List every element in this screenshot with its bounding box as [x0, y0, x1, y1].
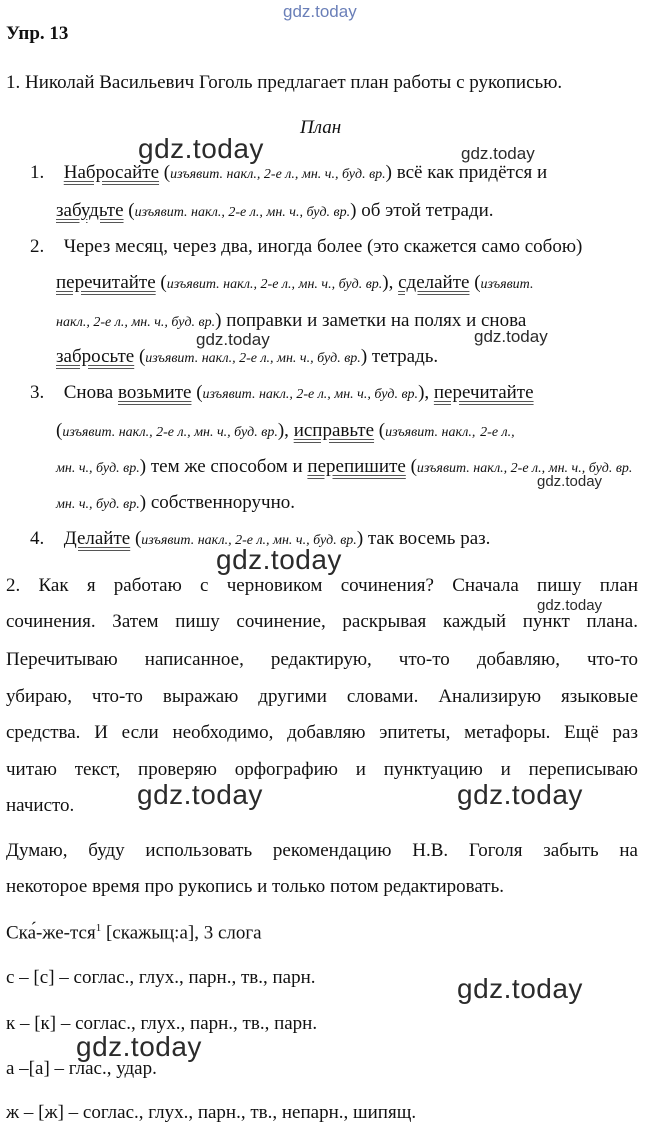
verb: возьмите [118, 382, 192, 403]
gram-note: изъявит. накл., 2-е л., мн. ч., буд. вр. [62, 425, 278, 440]
watermark: gdz.today [461, 144, 535, 163]
plan-item-1-line-1: 1. Набросайте (изъявит. накл., 2-е л., мн. ч., буд. вр.) всё как придётся и [30, 162, 548, 183]
text: об этой тетради. [361, 200, 494, 221]
conclusion-line-2: некоторое время про рукопись и только потом редактировать. [6, 876, 504, 897]
watermark: gdz.today [457, 779, 583, 810]
plan-item-3-line-4: мн. ч., буд. вр.) собственноручно. [56, 492, 296, 513]
part2-line-2: сочинения. Затем пишу сочинение, раскрывая каждый пункт плана. [6, 611, 638, 632]
item-number: 3. [30, 382, 45, 403]
transcription: [скажыц:а], 3 слога [105, 922, 262, 944]
phonetic-row: с – [с] – соглас., глух., парн., тв., парн. [6, 967, 316, 988]
gram-note: изъявит. накл., 2-е л., мн. ч., буд. вр. [170, 167, 386, 182]
verb: перепишите [307, 456, 406, 477]
watermark: gdz.today [138, 133, 264, 164]
gram-note: изъявит. накл., 2-е л., мн. ч., буд. вр. [166, 277, 383, 292]
text: тетрадь. [371, 346, 439, 367]
watermark: gdz.today [216, 544, 342, 575]
watermark-top: gdz.today [283, 2, 357, 21]
plan-item-2-line-2: перечитайте (изъявит. накл., 2-е л., мн. ч., буд. вр.), сделайте (изъявит. [56, 272, 534, 293]
phonetic-row: ж – [ж] – соглас., глух., парн., тв., непарн., шипящ. [6, 1102, 417, 1123]
gram-note: изъявит. [480, 277, 534, 292]
plan-item-3-line-2: (изъявит. накл., 2-е л., мн. ч., буд. вр.), исправьте (изъявит. накл., 2-е л., [56, 420, 515, 441]
verb: забросьте [56, 346, 135, 367]
watermark: gdz.today [474, 327, 548, 346]
plan-item-1-line-2: забудьте (изъявит. накл., 2-е л., мн. ч., буд. вр.) об этой тетради. [56, 200, 494, 221]
watermark: gdz.today [137, 779, 263, 810]
part2-line-1: 2. Как я работаю с черновиком сочинения? Сначала пишу план [6, 575, 638, 596]
watermark: gdz.today [537, 597, 603, 614]
exercise-title: Упр. 13 [6, 23, 69, 44]
plan-item-2-line-4: забросьте (изъявит. накл., 2-е л., мн. ч., буд. вр.) тетрадь. [56, 346, 439, 367]
verb: забудьте [56, 200, 124, 221]
plan-item-3-line-1: 3. Снова возьмите (изъявит. накл., 2-е л., мн. ч., буд. вр.), перечитайте [30, 382, 534, 403]
plan-item-2-line-1 [30, 236, 582, 258]
plan-title: План [300, 117, 342, 138]
gram-note: мн. ч., буд. вр. [56, 497, 140, 512]
text: так восемь раз. [367, 528, 491, 549]
item-number: 4. [30, 528, 45, 549]
plan-item-3-line-3: мн. ч., буд. вр.) тем же способом и перепишите (изъявит. накл., 2-е л., мн. ч., буд. вр. [56, 456, 633, 477]
verb: перечитайте [433, 382, 534, 403]
gram-note: накл., 2-е л., мн. ч., буд. вр. [56, 315, 216, 330]
text: собственноручно. [150, 492, 296, 513]
part2-line-7: начисто. [6, 795, 75, 816]
verb: перечитайте [56, 272, 156, 293]
phonetic-word [6, 922, 262, 944]
watermark: gdz.today [457, 973, 583, 1004]
footnote-mark: 1 [95, 922, 102, 934]
gram-note: изъявит. накл., 2-е л., мн. ч., буд. вр. [145, 351, 361, 366]
intro-text: 1. Николай Васильевич Гоголь предлагает план работы с рукописью. [6, 72, 563, 93]
gram-note: изъявит. накл., 2-е л., мн. ч., буд. вр. [416, 461, 633, 476]
part2-line-4: убираю, что-то выражаю другими словами. Анализирую языковые [6, 686, 638, 707]
verb: Делайте [63, 528, 131, 549]
phonetic-row: а –[а] – глас., удар. [6, 1058, 157, 1079]
watermark: gdz.today [537, 473, 603, 490]
text: Через месяц, через два, иногда более (это скажется само собою) [63, 236, 583, 257]
text: Снова [63, 382, 114, 403]
item-number: 2. [30, 236, 45, 257]
part2-line-5: средства. И если необходимо, добавляю эпитеты, метафоры. Ещё раз [6, 722, 638, 743]
plan-item-2-line-3: накл., 2-е л., мн. ч., буд. вр.) поправки и заметки на полях и снова [56, 310, 527, 331]
gram-note: изъявит. накл., 2-е л., мн. ч., буд. вр. [141, 533, 357, 548]
text: всё как придётся и [396, 162, 548, 183]
watermark: gdz.today [76, 1031, 202, 1062]
text: поправки и заметки на полях и снова [226, 310, 527, 331]
part2-line-6: читаю текст, проверяю орфографию и пунктуацию и переписываю [6, 759, 638, 780]
gram-note: 2-е л., [480, 425, 515, 440]
text: тем же способом и [150, 456, 303, 477]
part2-line-3: Перечитываю написанное, редактирую, что-то добавляю, что-то [6, 649, 638, 670]
separator: , [388, 272, 394, 293]
conclusion-line-1: Думаю, буду использовать рекомендацию Н.В. Гоголя забыть на [6, 840, 638, 861]
plan-item-4: 4. Делайте (изъявит. накл., 2-е л., мн. ч., буд. вр.) так восемь раз. [30, 528, 491, 549]
gram-note: изъявит. накл., [385, 425, 476, 440]
verb: сделайте [398, 272, 470, 293]
gram-note: мн. ч., буд. вр. [56, 461, 140, 476]
gram-note: изъявит. накл., 2-е л., мн. ч., буд. вр. [202, 387, 419, 402]
watermark: gdz.today [196, 330, 270, 349]
word: Ска́-же-тся [6, 922, 96, 944]
item-number: 1. [30, 162, 45, 183]
phonetic-row: к – [к] – соглас., глух., парн., тв., парн. [6, 1013, 318, 1034]
gram-note: изъявит. накл., 2-е л., мн. ч., буд. вр. [134, 205, 351, 220]
verb: исправьте [293, 420, 375, 441]
verb: Набросайте [63, 162, 160, 183]
